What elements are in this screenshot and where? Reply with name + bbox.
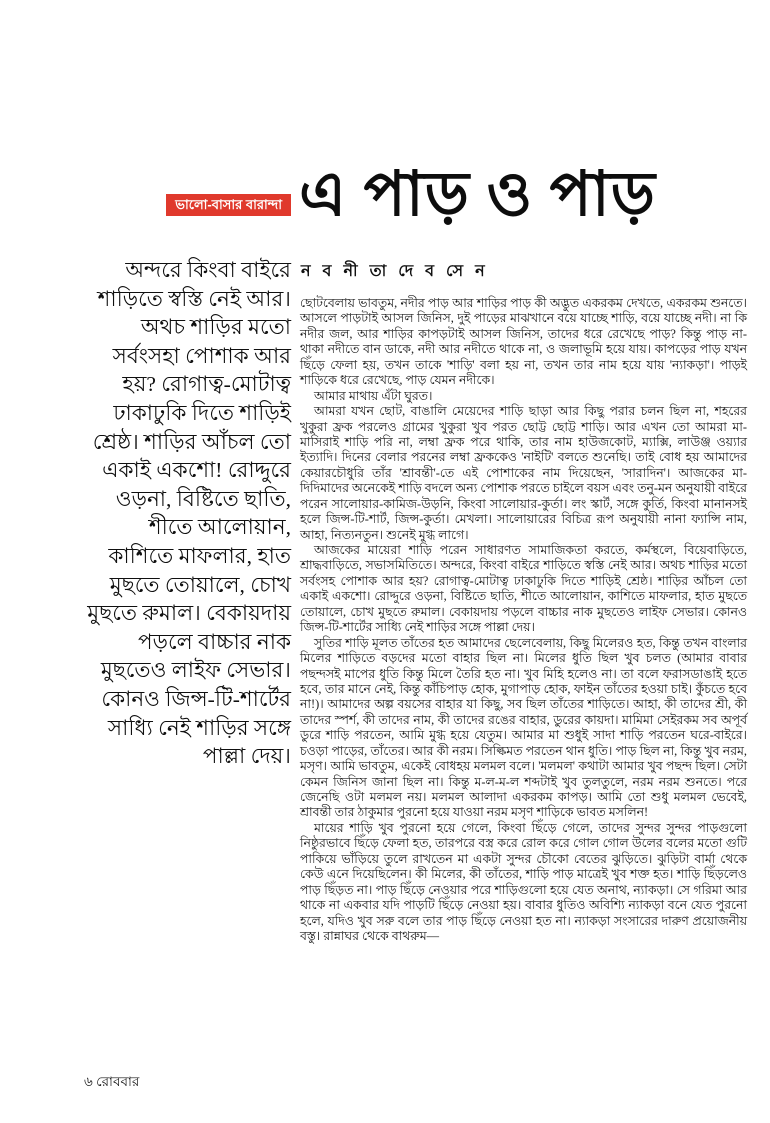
body-paragraph: ছোটবেলায় ভাবতুম, নদীর পাড় আর শাড়ির পাড় কী অদ্ভুত একরকম দেখতে, একরকম শুনতে। আসলে পাড়টাই আসল জিনিস, দুই পাড়ের মাঝখানে বয়ে যাচ্ছে শাড়ি, বয়ে যাচ্ছে নদী। না কি নদীর জল, আর শাড়ির কাপড়টাই আসল জিনিস, তাদের ধরে রেখেছে পাড়? কিন্তু পাড় না-থাকা নদীতে বান ডাকে, নদী আর নদীতে থাকে না, ও জলাভূমি হয়ে যায়। কাপড়ের পাড় যখন ছিঁড়ে ফেলা হয়, তখন তাকে 'শাড়ি' বলা হয় না, তখন তার নাম হয়ে যায় 'ন্যাকড়া'। পাড়ই শাড়িকে ধরে রেখেছে, পাড় যেমন নদীকে। bbox=[300, 296, 747, 388]
lede-pull-text: অন্দরে কিংবা বাইরে শাড়িতে স্বস্তি নেই আর। অথচ শাড়ির মতো সর্বংসহা পোশাক আর হয়? রোগাত্ব-মোটাত্ব ঢাকাঢুকি দিতে শাড়িই শ্রেষ্ঠ। শাড়ির আঁচল তো একাই একশো! রোদ্দুরে ওড়না, বিষ্টিতে ছাতি, শীতে আলোয়ান, কাশিতে মাফলার, হাত মুছতে তোয়ালে, চোখ মুছতে রুমাল। বেকায়দায় পড়লে বাচ্চার নাক মুছতেও লাইফ সেভার। কোনও জিন্স-টি-শার্টের সাধ্যি নেই শাড়ির সঙ্গে পাল্লা দেয়। bbox=[87, 258, 291, 769]
article-body bbox=[300, 296, 747, 944]
article-headline: এ পাড় ও পাড় bbox=[299, 161, 656, 229]
body-paragraph: আজকের মায়েরা শাড়ি পরেন সাধারণত সামাজিকতা করতে, কর্মস্থলে, বিয়েবাড়িতে, শ্রাদ্ধবাড়িতে, সভাসমিতিতে। অন্দরে, কিংবা বাইরে শাড়িতে স্বস্তি নেই আর। অথচ শাড়ির মতো সর্বংসহ পোশাক আর হয়? রোগাত্ব-মোটাত্ব ঢাকাঢুকি দিতে শাড়িই শ্রেষ্ঠ। শাড়ির আঁচল তো একাই একশো। রোদ্দুরে ওড়না, বিষ্টিতে ছাতি, শীতে আলোয়ান, কাশিতে মাফলার, হাত মুছতে তোয়ালে, চোখ মুছতে রুমাল। বেকায়দায় পড়লে বাচ্চার নাক মুছতেও লাইফ সেভার। কোনও জিন্স-টি-শার্টের সাধ্যি নেই শাড়ির সঙ্গে পাল্লা দেয়। bbox=[300, 543, 747, 635]
body-paragraph: আমার মাথায় এঁটা ঘুরত। bbox=[314, 388, 433, 403]
author-byline: ন ব নী তা দে ব সে ন bbox=[301, 263, 489, 280]
body-paragraph: মায়ের শাড়ি খুব পুরনো হয়ে গেলে, কিংবা ছিঁড়ে গেলে, তাদের সুন্দর সুন্দর পাড়গুলো নিষ্ঠুরভাবে ছিঁড়ে ফেলা হত, তারপরে বস্ত্র করে রোল করে গোল গোল উলের বলের মতো গুটি পাকিয়ে ভাঁড়িয়ে তুলে রাখতেন মা একটা সুন্দর চৌকো বেতের ঝুড়িতে। ঝুড়িটা বার্মা থেকে কেউ এনে দিয়েছিলেন। কী মিলের, কী তাঁতের, শাড়ি পাড় মাত্রেই খুব শক্ত হত। শাড়ি ছিঁড়লেও পাড় ছিঁড়ত না। পাড় ছিঁড়ে নেওয়ার পরে শাড়িগুলো হয়ে যেত অনাথ, ন্যাকড়া। সে গরিমা আর থাকে না একবার যদি পাড়টি ছিঁড়ে নেওয়া হয়। বাবার ধুতিও অবিশ্যি ন্যাকড়া বনে যেত পুরনো হলে, যদিও খুব সরু বলে তার পাড় ছিঁড়ে নেওয়া হত না। ন্যাকড়া সংসারের দারুণ প্রয়োজনীয় বস্তু। রান্নাঘর থেকে বাথরুম— bbox=[300, 820, 747, 943]
page-footer: ৬ রোববার bbox=[84, 1074, 140, 1089]
body-paragraph: সুতির শাড়ি মূলত তাঁতের হত আমাদের ছেলেবেলায়, কিছু মিলেরও হত, কিন্তু তখন বাংলার মিলের শাড়িতে বড়দের মতো বাহার ছিল না। মিলের ধুতি ছিল খুব চলত (আমার বাবার পছন্দসই মাপের ধুতি কিন্তু মিলে তৈরি হত না। খুব মিহি হলেও না। তা বলে ফরাসডাঙাই হতে হবে, তার মানে নেই, কিন্তু কাঁচিপাড় হোক, মুগাপাড় হোক, ফাইন তাঁতের হওয়া চাই। কুঁচতে হবে না!)। আমাদের অল্প বয়সের বাহার যা কিছু, সব ছিল তাঁতের শাড়িতে। আহা, কী তাদের শ্রী, কী তাদের স্পর্শ, কী তাদের নাম, কী তাদের রঙের বাহার, ডুরের কায়দা। মামিমা সেইরকম সব অপূর্ব ডুরে শাড়ি পরতেন, আমি মুগ্ধ হয়ে যেতুম। আমার মা শুধুই সাদা শাড়ি পরতেন ঘরে-বাইরে। চওড়া পাড়ের, তাঁতের। আর কী নরম। সিল্কিমত পরতেন থান ধুতি। পাড় ছিল না, কিন্তু খুব নরম, মসৃণ। আমি ভাবতুম, একেই বোধহয় মলমল বলে। 'মলমল' কথাটা আমার খুব পছন্দ ছিল। সেটা কেমন জিনিস জানা ছিল না। কিন্তু ম-ল-ম-ল শব্দটাই খুব তুলতুলে, নরম নরম শুনতে। পরে জেনেছি ওটা মলমল নয়। মলমল আলাদা একরকম কাপড়। আমি তো শুধু মলমল ভেবেই, শ্রাবন্তী তার ঠাকুমার পুরনো হয়ে যাওয়া নরম মসৃণ শাড়িকে ভাবত মসলিন! bbox=[300, 635, 747, 820]
section-tag: ভালো-বাসার বারান্দা bbox=[166, 194, 291, 216]
body-paragraph: আমরা যখন ছোট, বাঙালি মেয়েদের শাড়ি ছাড়া আর কিছু পরার চলন ছিল না, শহরের খুকুরা ফ্রক পরলেও গ্রামের খুকুরা খুব পরত ছোট্ট ছোট্ট শাড়ি। আর এখন তো আমরা মা-মাসিরাই শাড়ি পরি না, লম্বা ফ্রক পরে থাকি, তার নাম হাউজকোট, ম্যাক্সি, লাউঞ্জ ওয়্যার ইত্যাদি। দিনের বেলার পরনের লম্বা ফ্রককেও 'নাইটি' বলতে শুনেছি। তাই বোধ হয় আমাদের কেয়ারচৌধুরি তাঁর 'শ্রাবন্তী'-তে এই পোশাকের নাম দিয়েছেন, 'সারাদিন'। আজকের মা-দিদিমাদের অনেকেই শাড়ি বদলে অন্য পোশাক পরতে চাইলে বয়স এবং তনু-মন অনুযায়ী বাইরে পরেন সালোয়ার-কামিজ-উড়নি, কিংবা সালোয়ার-কুর্তা। লং স্কার্ট, সঙ্গে কুর্তি, কিংবা মানানসই হলে জিন্স-টি-শার্ট, জিন্স-কুর্তা। মেখলা। সালোয়ারের বিচিত্র রূপ অনুযায়ী নানা ফ্যান্সি নাম, আহা, নিত্যনতুন। শুনেই মুগ্ধ লাগে। bbox=[300, 404, 747, 542]
